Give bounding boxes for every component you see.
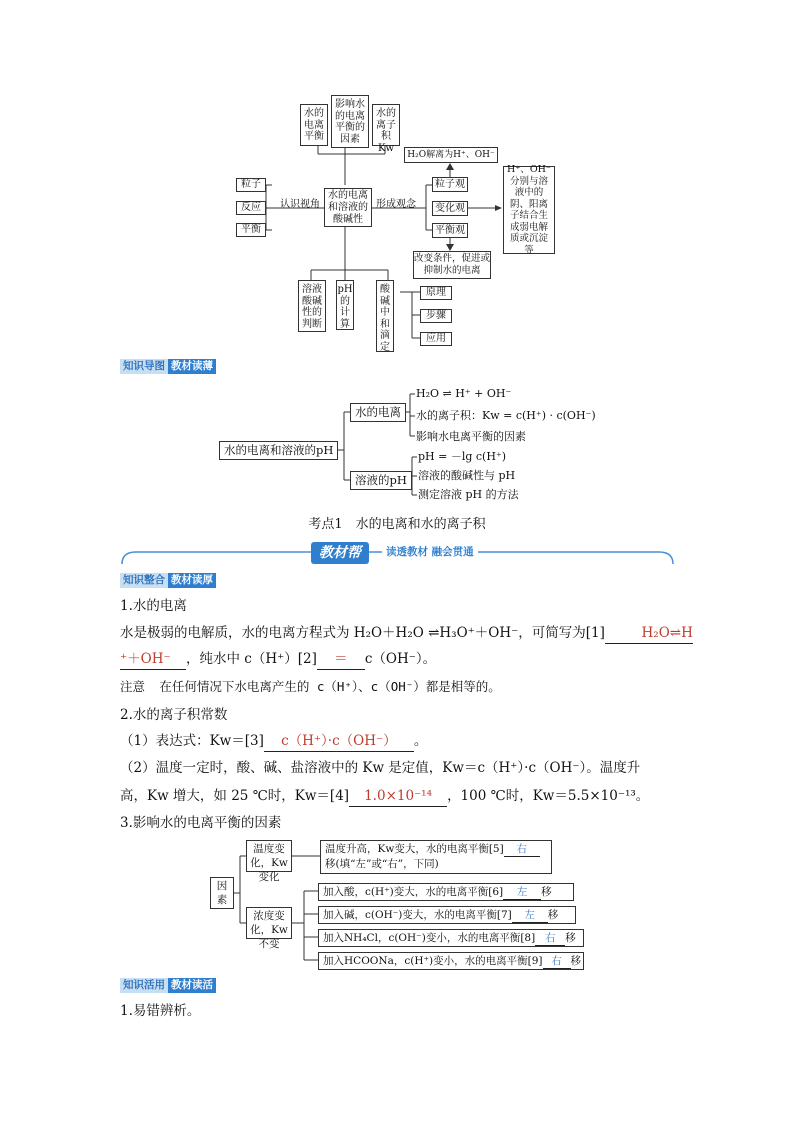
blank-9: 右 bbox=[543, 954, 571, 969]
tag-label-2: 教材读薄 bbox=[168, 359, 216, 374]
blank-8: 右 bbox=[535, 931, 565, 946]
s2-heading: 2.水的离子积常数 bbox=[120, 707, 228, 723]
diagram-mid-box-2: 变化观 bbox=[432, 201, 468, 216]
diagram-step-box-3: 应用 bbox=[420, 332, 452, 346]
blank-3: c（H⁺）·c（OH⁻） bbox=[264, 731, 414, 752]
note-label: 注意 bbox=[120, 679, 146, 694]
tag-label-2: 教材读厚 bbox=[168, 573, 216, 588]
mindmap-b2-item-2: 溶液的酸碱性与 pH bbox=[418, 469, 516, 482]
diagram-left-box-1: 粒子 bbox=[236, 178, 266, 192]
diagram-top-box-1: 水的电离平衡 bbox=[300, 104, 328, 146]
s4-heading: 1.易错辨析。 bbox=[120, 1003, 201, 1019]
tag-label-1: 知识活用 bbox=[120, 978, 168, 993]
tag-label-1: 知识导图 bbox=[120, 359, 168, 374]
diagram-top-right-box: H₂O解离为H⁺、OH⁻ bbox=[404, 147, 498, 163]
diagram-step-box-1: 原理 bbox=[420, 286, 452, 300]
section-title: 考点1 水的电离和水的离子积 bbox=[308, 517, 486, 532]
s2-l3-post: ，100 ℃时，Kw＝5.5×10⁻¹³。 bbox=[447, 788, 650, 804]
mindmap-b1-item-1: H₂O ⇌ H⁺ + OH⁻ bbox=[416, 387, 512, 400]
blank-6: 左 bbox=[503, 885, 541, 900]
row2-post: 移 bbox=[547, 909, 559, 921]
factor-row-4 bbox=[318, 952, 584, 970]
diagram-step-box-2: 步骤 bbox=[420, 309, 452, 323]
diagram-left-box-3: 平衡 bbox=[236, 223, 266, 237]
row2-text: 加入碱，c(OH⁻)变大，水的电离平衡[7] bbox=[323, 909, 512, 921]
blank-4: 1.0×10⁻¹⁴ bbox=[349, 786, 447, 807]
factor-root: 因素 bbox=[210, 877, 234, 909]
s3-heading: 3.影响水的电离平衡的因素 bbox=[120, 815, 282, 831]
s1-heading: 1.水的电离 bbox=[120, 598, 187, 614]
note-text: 在任何情况下水电离产生的 c（H⁺）、c（OH⁻）都是相等的。 bbox=[159, 679, 501, 694]
s2-l1-text: （1）表达式：Kw＝[3] bbox=[120, 733, 264, 749]
factor-branch-conc: 浓度变化，Kw不变 bbox=[246, 907, 292, 939]
diagram-mid-box-3: 平衡观 bbox=[432, 223, 468, 238]
diagram-bottom-box-3: 酸碱中和滴定 bbox=[376, 280, 394, 352]
mindmap-root: 水的电离和溶液的pH bbox=[219, 441, 338, 460]
row4-text: 加入HCOONa，c(H⁺)变小，水的电离平衡[9] bbox=[323, 955, 543, 967]
mindmap-branch-1: 水的电离 bbox=[350, 403, 406, 422]
factor-branch-temp: 温度变化，Kw变化 bbox=[246, 840, 292, 872]
s2-line-2: （2）温度一定时，酸、碱、盐溶液中的 Kw 是定值，Kw＝c（H⁺）·c（OH⁻）。温度升 bbox=[120, 760, 641, 776]
row3-post: 移 bbox=[565, 932, 576, 944]
mindmap-b1-item-2: 水的离子积：Kw = c(H⁺) · c(OH⁻) bbox=[416, 409, 596, 422]
diagram-far-right-box: H⁺、OH⁻分别与溶液中的阴、阳离子结合生成弱电解质或沉淀等 bbox=[503, 166, 555, 254]
tag-label-2: 教材读活 bbox=[168, 978, 216, 993]
diagram-left-box-2: 反应 bbox=[236, 201, 266, 215]
blank-2: ＝ bbox=[317, 649, 365, 670]
factor-temp-detail bbox=[320, 840, 552, 874]
s2-l3-text: 高，Kw 增大，如 25 ℃时，Kw＝[4] bbox=[120, 788, 350, 804]
mindmap-b2-item-1: pH = －lg c(H⁺) bbox=[418, 450, 507, 463]
s1-line2-text: ，纯水中 c（H⁺）[2] bbox=[186, 651, 317, 667]
temp-text: 温度升高，Kw变大，水的电离平衡[5] bbox=[325, 843, 504, 855]
mindmap-b1-item-3: 影响水电离平衡的因素 bbox=[416, 430, 526, 443]
diagram-mid-box-1: 粒子观 bbox=[432, 177, 468, 192]
tag-knowledge-application bbox=[120, 978, 216, 993]
factor-row-1 bbox=[318, 883, 574, 901]
blank-7: 左 bbox=[512, 908, 548, 923]
banner-subtitle: 读透教材 融会贯通 bbox=[382, 545, 478, 559]
banner-title: 教材帮 bbox=[311, 542, 369, 564]
row1-text: 加入酸，c(H⁺)变大，水的电离平衡[6] bbox=[323, 886, 504, 898]
factor-row-2 bbox=[318, 906, 576, 924]
diagram-center-box: 水的电离和溶液的酸碱性 bbox=[324, 188, 372, 227]
diagram-bottom-box-1: 溶液酸碱性的判断 bbox=[298, 280, 326, 332]
diagram-left-label: 认识视角 bbox=[280, 199, 320, 210]
factor-row-3 bbox=[318, 929, 584, 947]
diagram-right-label: 形成观念 bbox=[376, 199, 416, 210]
diagram-top-box-2: 影响水的电离平衡的因素 bbox=[331, 95, 369, 148]
diagram-bottom-box-2: pH的计算 bbox=[336, 280, 354, 330]
s1-line2-post: c（OH⁻）。 bbox=[364, 651, 437, 667]
s2-l1-post: 。 bbox=[413, 733, 428, 749]
tag-label-1: 知识整合 bbox=[120, 573, 168, 588]
diagram-bottom-right-box: 改变条件，促进或抑制水的电离 bbox=[413, 251, 491, 279]
blank-1b: ⁺＋OH⁻ bbox=[120, 649, 186, 670]
mindmap-branch-2: 溶液的pH bbox=[350, 471, 412, 490]
row3-text: 加入NH₄Cl，c(OH⁻)变小，水的电离平衡[8] bbox=[323, 932, 536, 944]
blank-5: 右 bbox=[504, 842, 540, 857]
temp-line-1 bbox=[325, 842, 547, 857]
s1-line1-text: 水是极弱的电解质，水的电离方程式为 H₂O＋H₂O ⇌H₃O⁺＋OH⁻，可简写为[1] bbox=[120, 625, 605, 641]
row4-post: 移 bbox=[570, 955, 581, 967]
temp-line-2: 移(填“左”或“右”，下同) bbox=[325, 858, 439, 870]
diagram-top-box-3: 水的离子积Kw bbox=[372, 104, 400, 146]
blank-1a: H₂O⇌H bbox=[605, 623, 693, 644]
mindmap-b2-item-3: 测定溶液 pH 的方法 bbox=[418, 488, 519, 501]
row1-post: 移 bbox=[541, 886, 552, 898]
